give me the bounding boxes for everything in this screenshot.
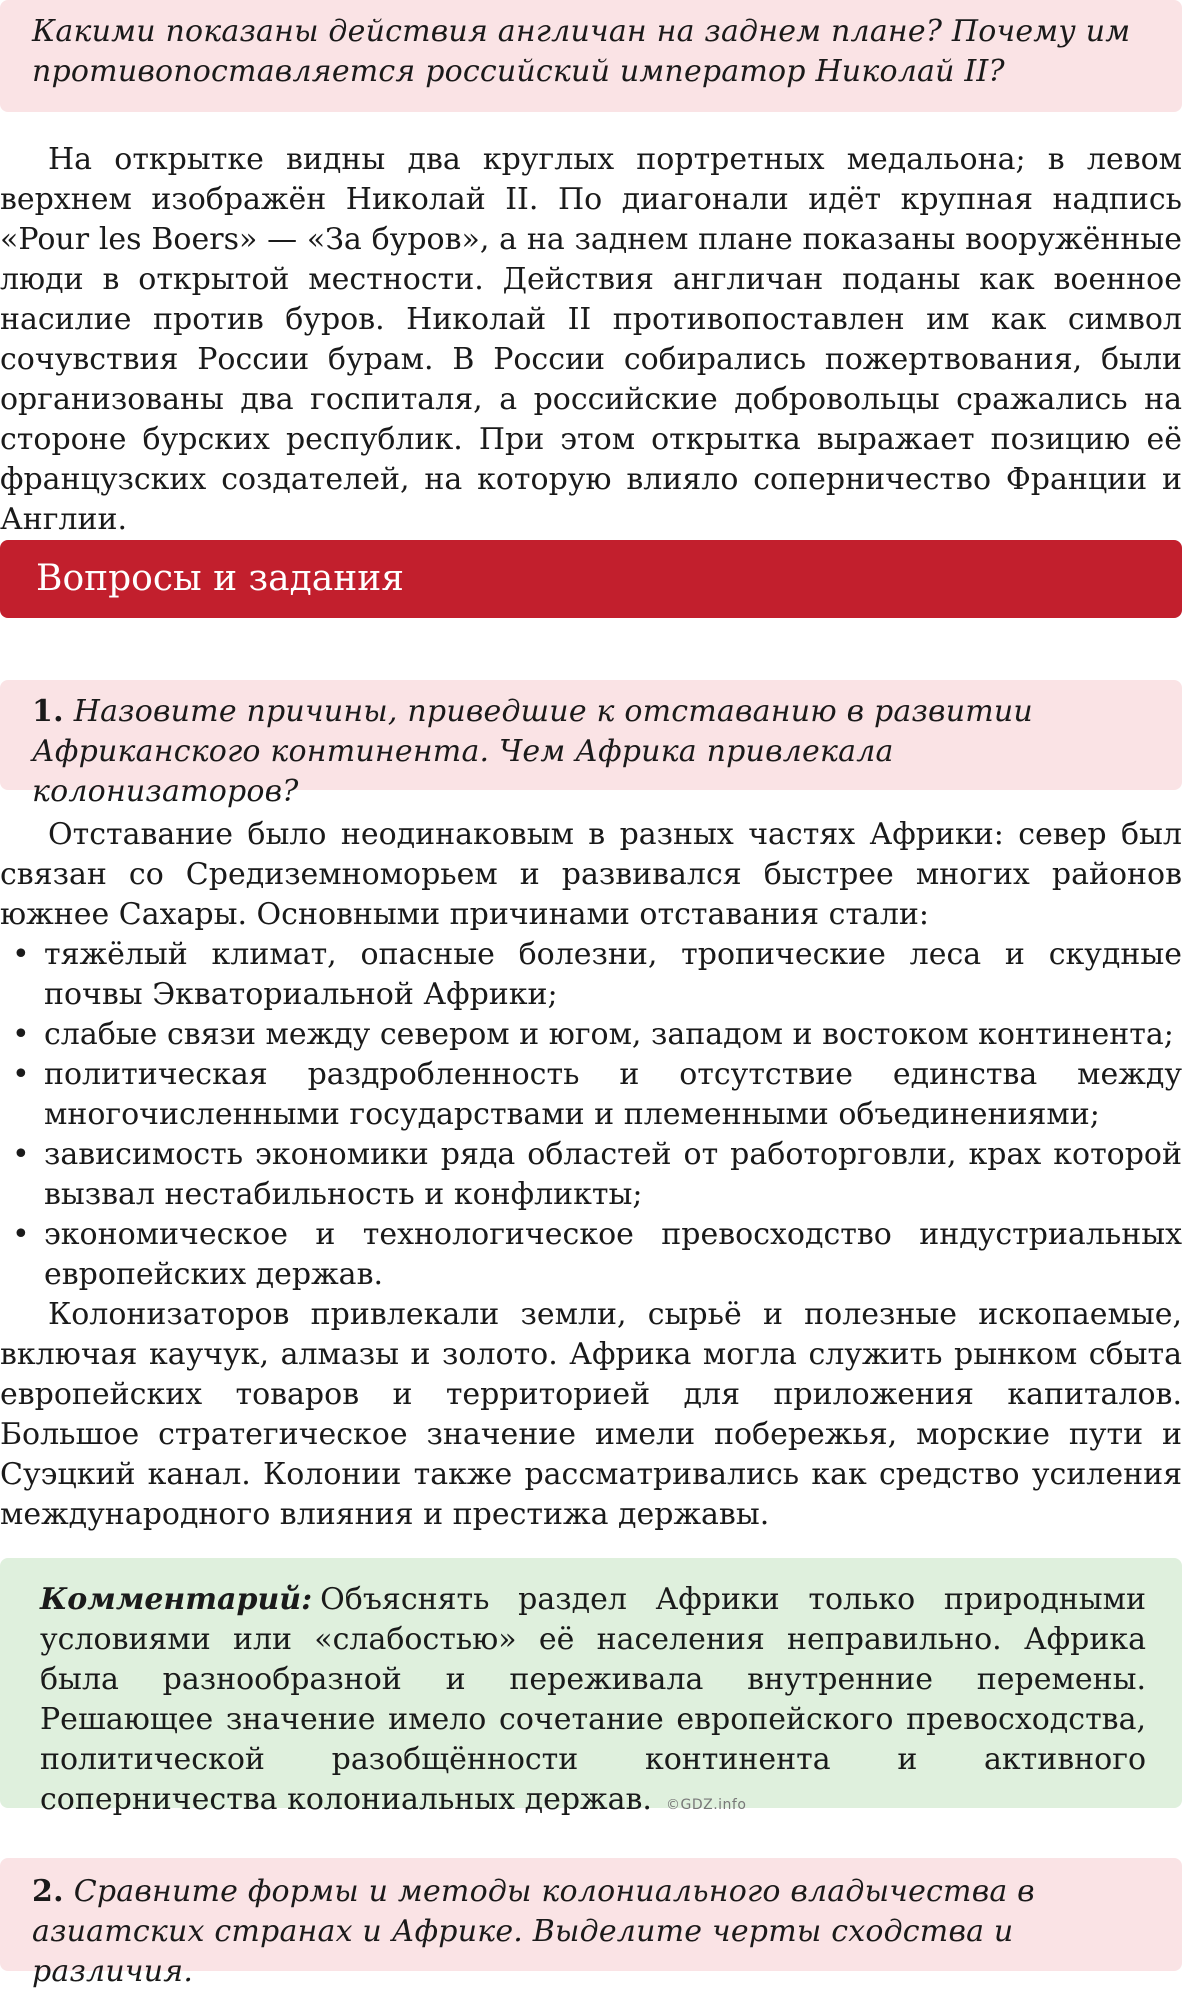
list-item: • экономическое и технологическое превосходство индустриальных европейских держав. [0, 1215, 1182, 1295]
list-item: • слабые связи между севером и югом, западом и востоком континента; [0, 1015, 1182, 1055]
question-1-number: 1. [32, 694, 64, 729]
watermark-text: ©GDZ.info [665, 1797, 747, 1813]
list-item: • зависимость экономики ряда областей от работорговли, крах которой вызвал нестабильность и конфликты; [0, 1135, 1182, 1215]
comment-text: Объяснять раздел Африки только природными условиями или «слабостью» её населения неправильно. Африка была разнообразной и переживала внутренние перемены. Решающее значение имело сочетание европейского превосходства, политической разобщённости континента и активного соперничества колониальных держав. [40, 1582, 1146, 1817]
question-intro-text: Какими показаны действия англичан на заднем плане? Почему им противопоставляется российский император Николай II? [32, 14, 1131, 89]
answer-1 [0, 815, 1182, 1535]
question-2-number: 2. [32, 1874, 64, 1909]
question-2-text: Сравните формы и методы колониального владычества в азиатских странах и Африке. Выделите черты сходства и различия. [32, 1874, 1035, 1989]
list-item: • политическая раздробленность и отсутствие единства между многочисленными государствами и племенными объединениями; [0, 1055, 1182, 1135]
answer-1-conclusion: Колонизаторов привлекали земли, сырьё и полезные ископаемые, включая каучук, алмазы и золото. Африка могла служить рынком сбыта европейских товаров и территорией для приложения капиталов. Большое стратегическое значение имели побережья, морские пути и Суэцкий канал. Колонии также рассматривались как средство усиления международного влияния и престижа державы. [0, 1297, 1182, 1532]
list-item: • тяжёлый климат, опасные болезни, тропические леса и скудные почвы Экваториальной Африки; [0, 935, 1182, 1015]
question-2-box [0, 1858, 1182, 1989]
answer-intro [0, 140, 1182, 540]
section-title: Вопросы и задания [36, 558, 404, 599]
question-1-box [0, 680, 1182, 809]
answer-1-bullets [0, 935, 1182, 1295]
question-1-text: Назовите причины, приведшие к отставанию в развитии Африканского континента. Чем Африка привлекала колонизаторов? [32, 694, 1033, 809]
question-intro-box [0, 0, 1182, 112]
answer-1-intro: Отставание было неодинаковым в разных частях Африки: север был связан со Средиземноморьем и развивался быстрее многих районов южнее Сахары. Основными причинами отставания стали: [0, 817, 1182, 932]
section-header [0, 540, 1182, 618]
answer-intro-paragraph: На открытке видны два круглых портретных медальона; в левом верхнем изображён Николай II. По диагонали идёт крупная надпись «Pour les Boers» — «За буров», а на заднем плане показаны вооружённые люди в открытой местности. Действия англичан поданы как военное насилие против буров. Николай II противопоставлен им как символ сочувствия России бурам. В России собирались пожертвования, были организованы два госпиталя, а российские добровольцы сражались на стороне бурских республик. При этом открытка выражает позицию её французских создателей, на которую влияло соперничество Франции и Англии. [0, 142, 1182, 537]
comment-label: Комментарий: [40, 1582, 313, 1617]
comment-box [0, 1558, 1182, 1817]
